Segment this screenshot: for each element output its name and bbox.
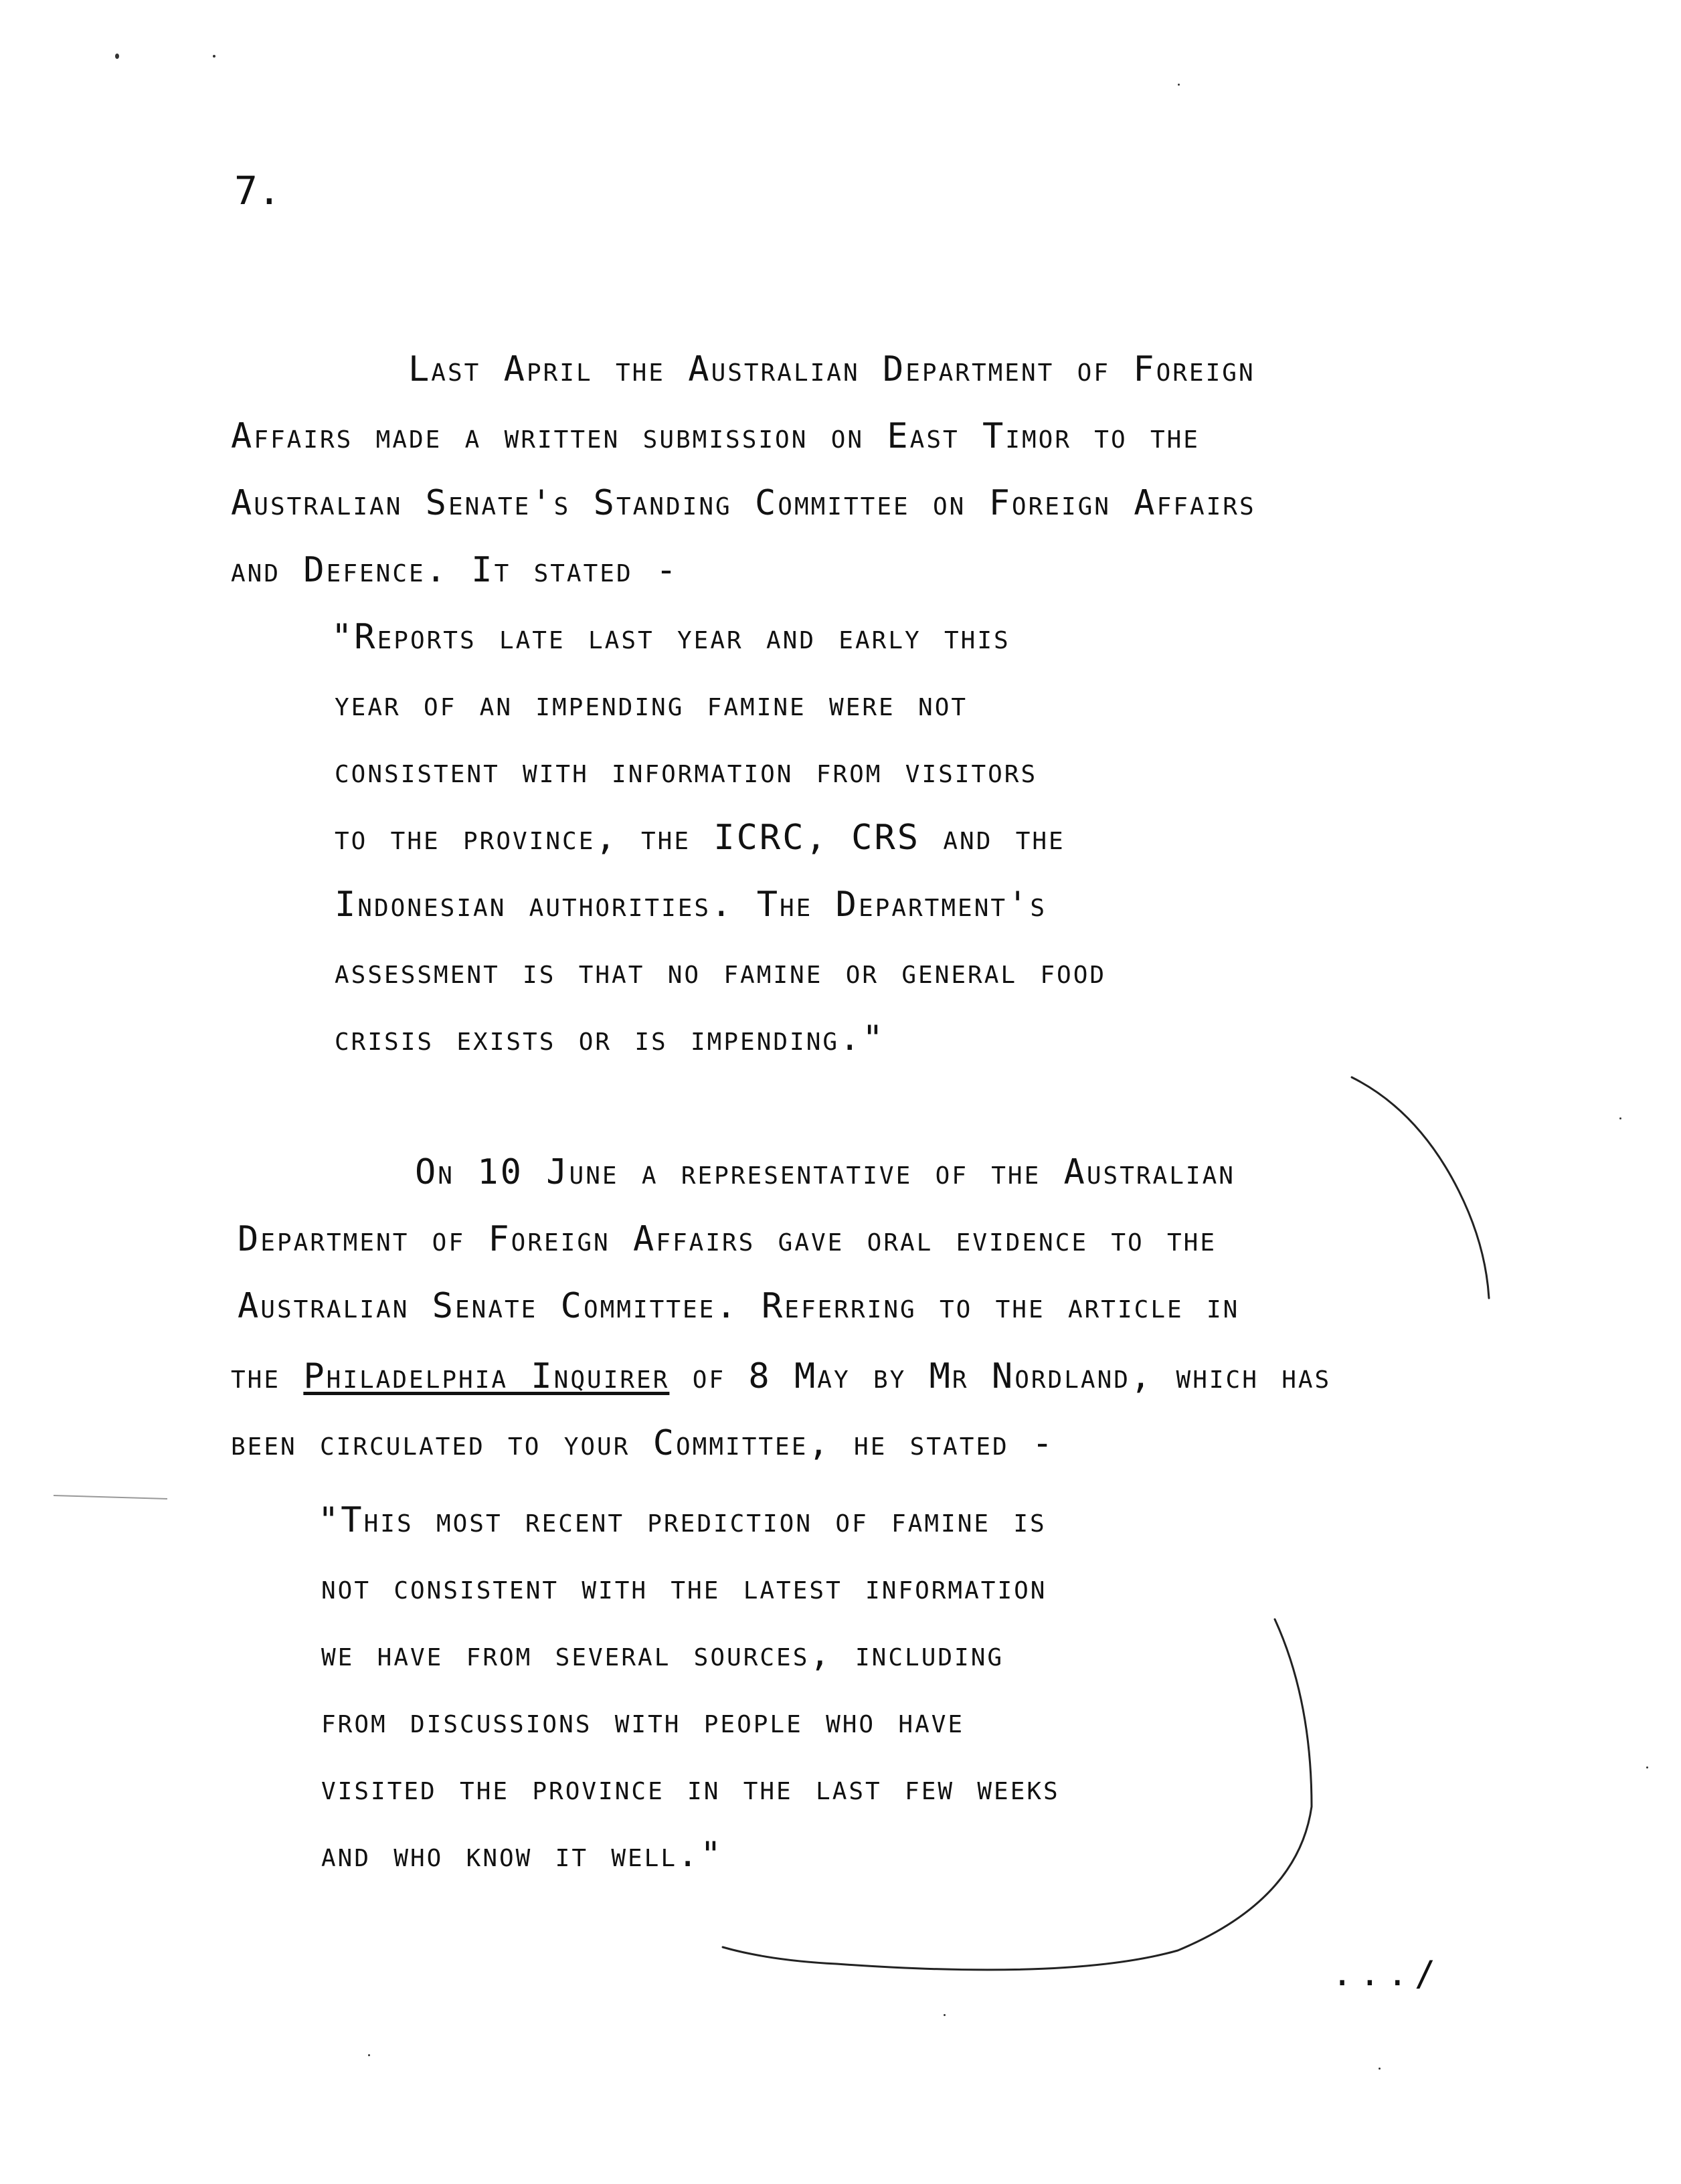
scan-speck xyxy=(1646,1766,1648,1768)
continuation-mark: .../ xyxy=(1332,1954,1443,1994)
paragraph2-line-5: been circulated to your Committee, he stated - xyxy=(231,1423,1055,1463)
quote2-line-4: from discussions with people who have xyxy=(321,1701,965,1741)
paragraph2-line-4-suffix: of 8 May by Mr Nordland, which has xyxy=(692,1356,1332,1396)
quote1-line-7: crisis exists or is impending." xyxy=(335,1018,885,1059)
quote1-line-4: to the province, the ICRC, CRS and the xyxy=(335,818,1065,858)
paragraph1-line-1: Last April the Australian Department of Foreign xyxy=(408,349,1255,389)
margin-dash-mark xyxy=(54,1495,167,1499)
paragraph2-line-4-prefix: the xyxy=(231,1356,281,1396)
scan-speck xyxy=(115,54,119,59)
bracket-mark-lower xyxy=(723,1619,1312,1970)
quote2-line-1: "This most recent prediction of famine is xyxy=(318,1500,1047,1540)
quote1-line-5: Indonesian authorities. The Department's xyxy=(335,885,1047,925)
paragraph1-line-3: Australian Senate's Standing Committee on Foreign Affairs xyxy=(231,483,1256,523)
quote2-line-3: we have from several sources, including xyxy=(321,1634,1004,1674)
scan-speck xyxy=(944,2014,946,2016)
quote1-line-2: year of an impending famine were not xyxy=(335,684,968,724)
publication-title: Philadelphia Inquirer xyxy=(303,1356,670,1396)
scan-speck xyxy=(1619,1117,1621,1119)
page-number: 7. xyxy=(234,168,281,213)
scan-speck xyxy=(1379,2068,1381,2070)
quote2-line-2: not consistent with the latest information xyxy=(321,1567,1047,1607)
quote2-line-5: visited the province in the last few weeks xyxy=(321,1768,1060,1808)
paragraph1-line-4: and Defence. It stated - xyxy=(231,550,679,590)
quote2-line-6: and who know it well." xyxy=(321,1835,723,1875)
paragraph2-line-2: Department of Foreign Affairs gave oral evidence to the xyxy=(238,1219,1217,1259)
paragraph1-line-2: Affairs made a written submission on East Timor to the xyxy=(231,416,1200,456)
paragraph2-line-1: On 10 June a representative of the Australian xyxy=(415,1152,1235,1192)
bracket-mark-upper xyxy=(1352,1077,1489,1298)
quote1-line-1: "Reports late last year and early this xyxy=(331,617,1010,657)
quote1-line-6: assessment is that no famine or general food xyxy=(335,951,1107,992)
quote1-line-3: consistent with information from visitors xyxy=(335,751,1038,791)
paragraph2-line-3: Australian Senate Committee. Referring to the article in xyxy=(238,1286,1240,1326)
scan-speck xyxy=(368,2054,370,2056)
scan-speck xyxy=(1178,84,1180,86)
scan-speck xyxy=(213,55,215,58)
